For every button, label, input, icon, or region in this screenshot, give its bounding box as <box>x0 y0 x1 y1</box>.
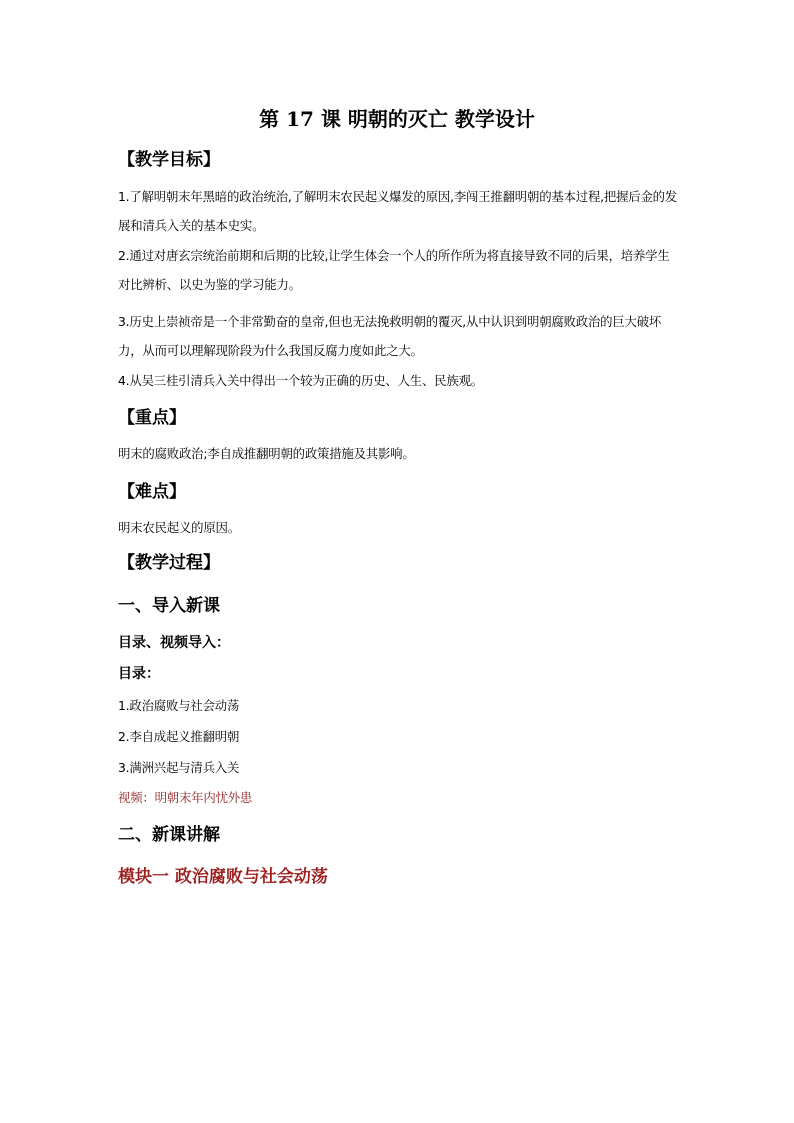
objective-item-2: 2.通过对唐玄宗统治前期和后期的比较,让学生体会一个人的所作所为将直接导致不同的后果，培养学生对比辨析、以史为鉴的学习能力。 <box>118 248 670 292</box>
difficulty-text: 明末农民起义的原因。 <box>118 520 240 535</box>
key-point-text: 明末的腐败政治;李自成推翻明朝的政策措施及其影响。 <box>118 446 415 461</box>
objective-item-3: 3.历史上崇祯帝是一个非常勤奋的皇帝,但也无法挽救明朝的覆灭,从中认识到明朝腐败政治的巨大破坏力，从而可以理解现阶段为什么我国反腐力度如此之大。 <box>118 314 662 358</box>
intro-heading: 一、导入新课 <box>118 596 220 616</box>
document-title: 第 17 课 明朝的灭亡 教学设计 <box>259 107 535 131</box>
process-heading: 【教学过程】 <box>118 553 220 573</box>
video-text: 视频：明朝末年内忧外患 <box>118 790 253 805</box>
objective-item-4: 4.从吴三桂引清兵入关中得出一个较为正确的历史、人生、民族观。 <box>118 373 483 388</box>
key-point-heading: 【重点】 <box>118 408 186 428</box>
objective-item-1: 1.了解明朝末年黑暗的政治统治,了解明末农民起义爆发的原因,李闯王推翻明朝的基本过程,把握后金的发展和清兵入关的基本史实。 <box>118 189 678 233</box>
lecture-heading: 二、新课讲解 <box>118 825 220 845</box>
toc-item-3: 3.满洲兴起与清兵入关 <box>118 760 240 775</box>
toc-item-1: 1.政治腐败与社会动荡 <box>118 698 240 713</box>
difficulty-heading: 【难点】 <box>118 482 186 502</box>
module-one-heading: 模块一 政治腐败与社会动荡 <box>118 867 328 887</box>
intro-subheading: 目录、视频导入： <box>118 635 230 651</box>
toc-item-2: 2.李自成起义推翻明朝 <box>118 729 240 744</box>
objectives-heading: 【教学目标】 <box>118 150 220 170</box>
toc-label: 目录： <box>118 666 160 682</box>
